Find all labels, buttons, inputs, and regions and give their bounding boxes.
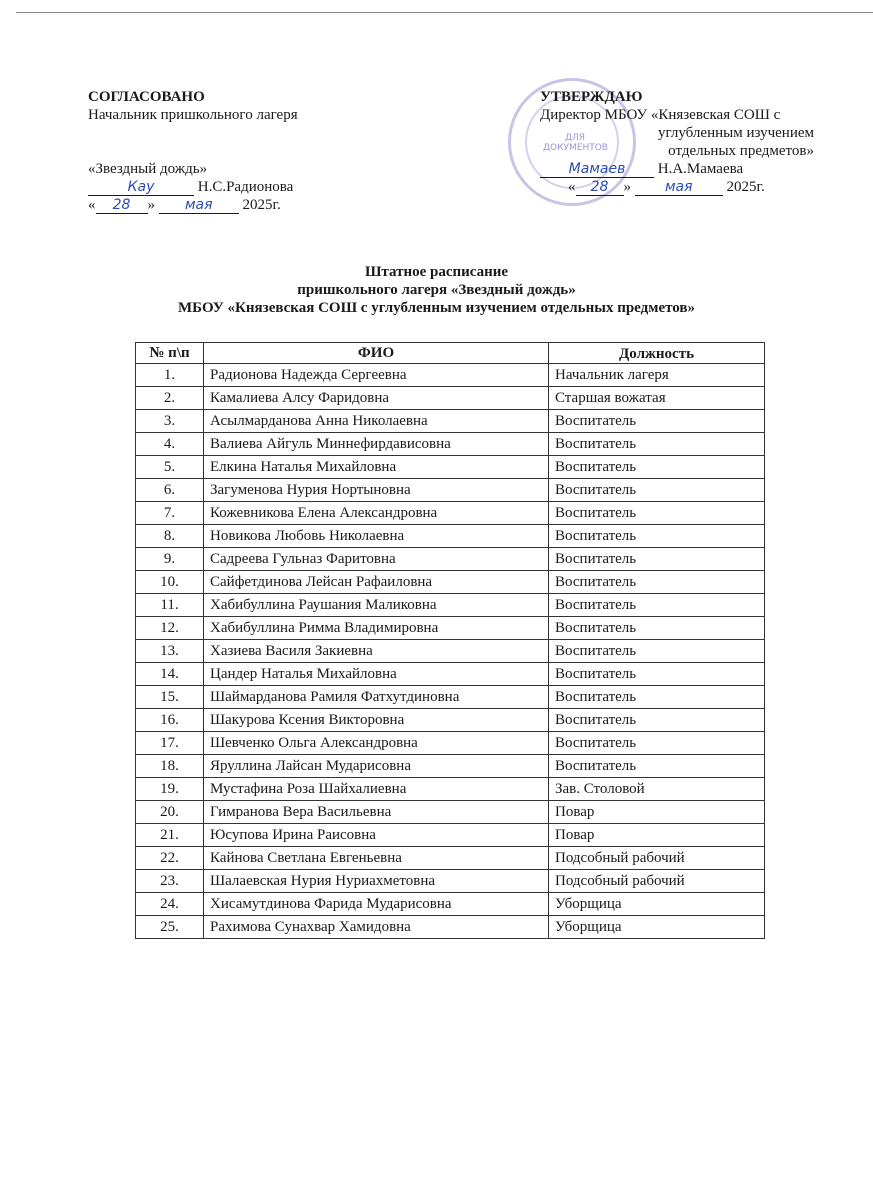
row-name: Хисамутдинова Фарида Мударисовна xyxy=(204,893,549,916)
row-number: 16. xyxy=(136,709,204,732)
row-number: 10. xyxy=(136,571,204,594)
row-name: Хазиева Василя Закиевна xyxy=(204,640,549,663)
agreed-signature-line xyxy=(88,178,298,196)
row-name: Загуменова Нурия Нортыновна xyxy=(204,479,549,502)
table-header-row xyxy=(136,343,765,364)
agreed-camp-name: «Звездный дождь» xyxy=(88,161,208,177)
table-row xyxy=(136,433,765,456)
table-row xyxy=(136,502,765,525)
table-row xyxy=(136,525,765,548)
header-name: ФИО xyxy=(204,343,549,364)
row-name: Кайнова Светлана Евгеньевна xyxy=(204,847,549,870)
row-number: 9. xyxy=(136,548,204,571)
row-position: Воспитатель xyxy=(549,571,765,594)
approved-line1: Директор МБОУ «Князевская СОШ с xyxy=(540,107,781,123)
approved-line3: отдельных предметов» xyxy=(668,143,814,159)
row-name: Шевченко Ольга Александровна xyxy=(204,732,549,755)
row-number: 2. xyxy=(136,387,204,410)
table-row xyxy=(136,870,765,893)
row-position: Уборщица xyxy=(549,916,765,939)
staff-table xyxy=(135,342,765,939)
table-row xyxy=(136,824,765,847)
row-position: Зав. Столовой xyxy=(549,778,765,801)
row-position: Воспитатель xyxy=(549,732,765,755)
row-number: 18. xyxy=(136,755,204,778)
row-name: Мустафина Роза Шайхалиевна xyxy=(204,778,549,801)
row-position: Подсобный рабочий xyxy=(549,847,765,870)
row-position: Воспитатель xyxy=(549,709,765,732)
row-number: 14. xyxy=(136,663,204,686)
row-number: 13. xyxy=(136,640,204,663)
row-name: Радионова Надежда Сергеевна xyxy=(204,364,549,387)
table-row xyxy=(136,594,765,617)
title-line1: Штатное расписание xyxy=(364,264,509,280)
table-row xyxy=(136,387,765,410)
agreed-date-line: « 28 » мая 2025г. xyxy=(88,197,281,213)
row-position: Воспитатель xyxy=(549,686,765,709)
table-row xyxy=(136,663,765,686)
row-number: 17. xyxy=(136,732,204,755)
row-name: Сайфетдинова Лейсан Рафаиловна xyxy=(204,571,549,594)
row-name: Елкина Наталья Михайловна xyxy=(204,456,549,479)
table-row xyxy=(136,548,765,571)
row-number: 5. xyxy=(136,456,204,479)
approved-signature-line xyxy=(540,160,814,178)
row-name: Юсупова Ирина Раисовна xyxy=(204,824,549,847)
table-row xyxy=(136,709,765,732)
row-number: 11. xyxy=(136,594,204,617)
row-name: Кожевникова Елена Александровна xyxy=(204,502,549,525)
row-number: 15. xyxy=(136,686,204,709)
approved-date-line: « 28 » мая 2025г. xyxy=(568,179,765,195)
table-row xyxy=(136,410,765,433)
table-row xyxy=(136,755,765,778)
table-row xyxy=(136,640,765,663)
row-number: 20. xyxy=(136,801,204,824)
approved-line2: углубленным изучением xyxy=(658,125,814,141)
row-name: Хабибуллина Раушания Маликовна xyxy=(204,594,549,617)
document-title xyxy=(0,263,873,317)
row-name: Шаймарданова Рамиля Фатхутдиновна xyxy=(204,686,549,709)
approved-day: 28 xyxy=(590,179,609,195)
row-name: Цандер Наталья Михайловна xyxy=(204,663,549,686)
row-position: Воспитатель xyxy=(549,755,765,778)
approved-year: 2025г. xyxy=(726,179,765,195)
agreed-signature: Кау xyxy=(127,179,155,195)
agreed-position: Начальник пришкольного лагеря xyxy=(88,107,298,123)
table-row xyxy=(136,456,765,479)
agreed-year: 2025г. xyxy=(242,197,281,213)
row-position: Воспитатель xyxy=(549,479,765,502)
row-position: Воспитатель xyxy=(549,594,765,617)
table-row xyxy=(136,571,765,594)
agreed-month: мая xyxy=(184,197,213,213)
approved-month: мая xyxy=(664,179,693,195)
row-name: Шалаевская Нурия Нуриахметовна xyxy=(204,870,549,893)
table-row xyxy=(136,801,765,824)
table-row xyxy=(136,479,765,502)
row-number: 25. xyxy=(136,916,204,939)
table-row xyxy=(136,916,765,939)
row-number: 19. xyxy=(136,778,204,801)
scan-edge-line xyxy=(16,12,873,13)
row-position: Воспитатель xyxy=(549,456,765,479)
row-position: Воспитатель xyxy=(549,525,765,548)
table-row xyxy=(136,364,765,387)
table-row xyxy=(136,686,765,709)
row-name: Асылмарданова Анна Николаевна xyxy=(204,410,549,433)
row-number: 21. xyxy=(136,824,204,847)
row-name: Новикова Любовь Николаевна xyxy=(204,525,549,548)
title-line2: пришкольного лагеря «Звездный дождь» xyxy=(297,282,576,298)
row-number: 4. xyxy=(136,433,204,456)
row-position: Воспитатель xyxy=(549,502,765,525)
row-position: Воспитатель xyxy=(549,548,765,571)
approval-approved-block xyxy=(540,88,814,196)
row-number: 23. xyxy=(136,870,204,893)
row-name: Гимранова Вера Васильевна xyxy=(204,801,549,824)
row-position: Уборщица xyxy=(549,893,765,916)
row-position: Воспитатель xyxy=(549,640,765,663)
table-row xyxy=(136,778,765,801)
approval-agreed-block xyxy=(88,88,298,214)
row-position: Повар xyxy=(549,824,765,847)
stamp-text: ДЛЯ ДОКУМЕНТОВ xyxy=(543,133,608,153)
row-position: Воспитатель xyxy=(549,617,765,640)
agreed-heading: СОГЛАСОВАНО xyxy=(88,89,205,105)
row-position: Воспитатель xyxy=(549,663,765,686)
row-number: 24. xyxy=(136,893,204,916)
row-position: Воспитатель xyxy=(549,433,765,456)
row-number: 6. xyxy=(136,479,204,502)
header-number: № п\п xyxy=(136,343,204,364)
row-position: Старшая вожатая xyxy=(549,387,765,410)
agreed-signatory: Н.С.Радионова xyxy=(197,179,294,195)
row-number: 3. xyxy=(136,410,204,433)
table-row xyxy=(136,617,765,640)
header-position: Должность xyxy=(549,343,765,364)
row-name: Хабибуллина Римма Владимировна xyxy=(204,617,549,640)
table-row xyxy=(136,847,765,870)
row-position: Подсобный рабочий xyxy=(549,870,765,893)
row-name: Валиева Айгуль Миннефирдависовна xyxy=(204,433,549,456)
row-position: Повар xyxy=(549,801,765,824)
row-name: Садреева Гульназ Фаритовна xyxy=(204,548,549,571)
row-number: 12. xyxy=(136,617,204,640)
row-name: Камалиева Алсу Фаридовна xyxy=(204,387,549,410)
table-row xyxy=(136,893,765,916)
row-name: Шакурова Ксения Викторовна xyxy=(204,709,549,732)
row-number: 7. xyxy=(136,502,204,525)
row-position: Воспитатель xyxy=(549,410,765,433)
approved-signatory: Н.А.Мамаева xyxy=(657,161,744,177)
row-name: Рахимова Сунахвар Хамидовна xyxy=(204,916,549,939)
approved-signature: Мамаев xyxy=(568,161,626,177)
agreed-day: 28 xyxy=(112,197,131,213)
table-row xyxy=(136,732,765,755)
title-line3: МБОУ «Князевская СОШ с углубленным изучением отдельных предметов» xyxy=(177,300,696,316)
row-number: 1. xyxy=(136,364,204,387)
row-number: 22. xyxy=(136,847,204,870)
approved-heading: УТВЕРЖДАЮ xyxy=(540,89,643,105)
row-position: Начальник лагеря xyxy=(549,364,765,387)
row-name: Яруллина Лайсан Мударисовна xyxy=(204,755,549,778)
row-number: 8. xyxy=(136,525,204,548)
